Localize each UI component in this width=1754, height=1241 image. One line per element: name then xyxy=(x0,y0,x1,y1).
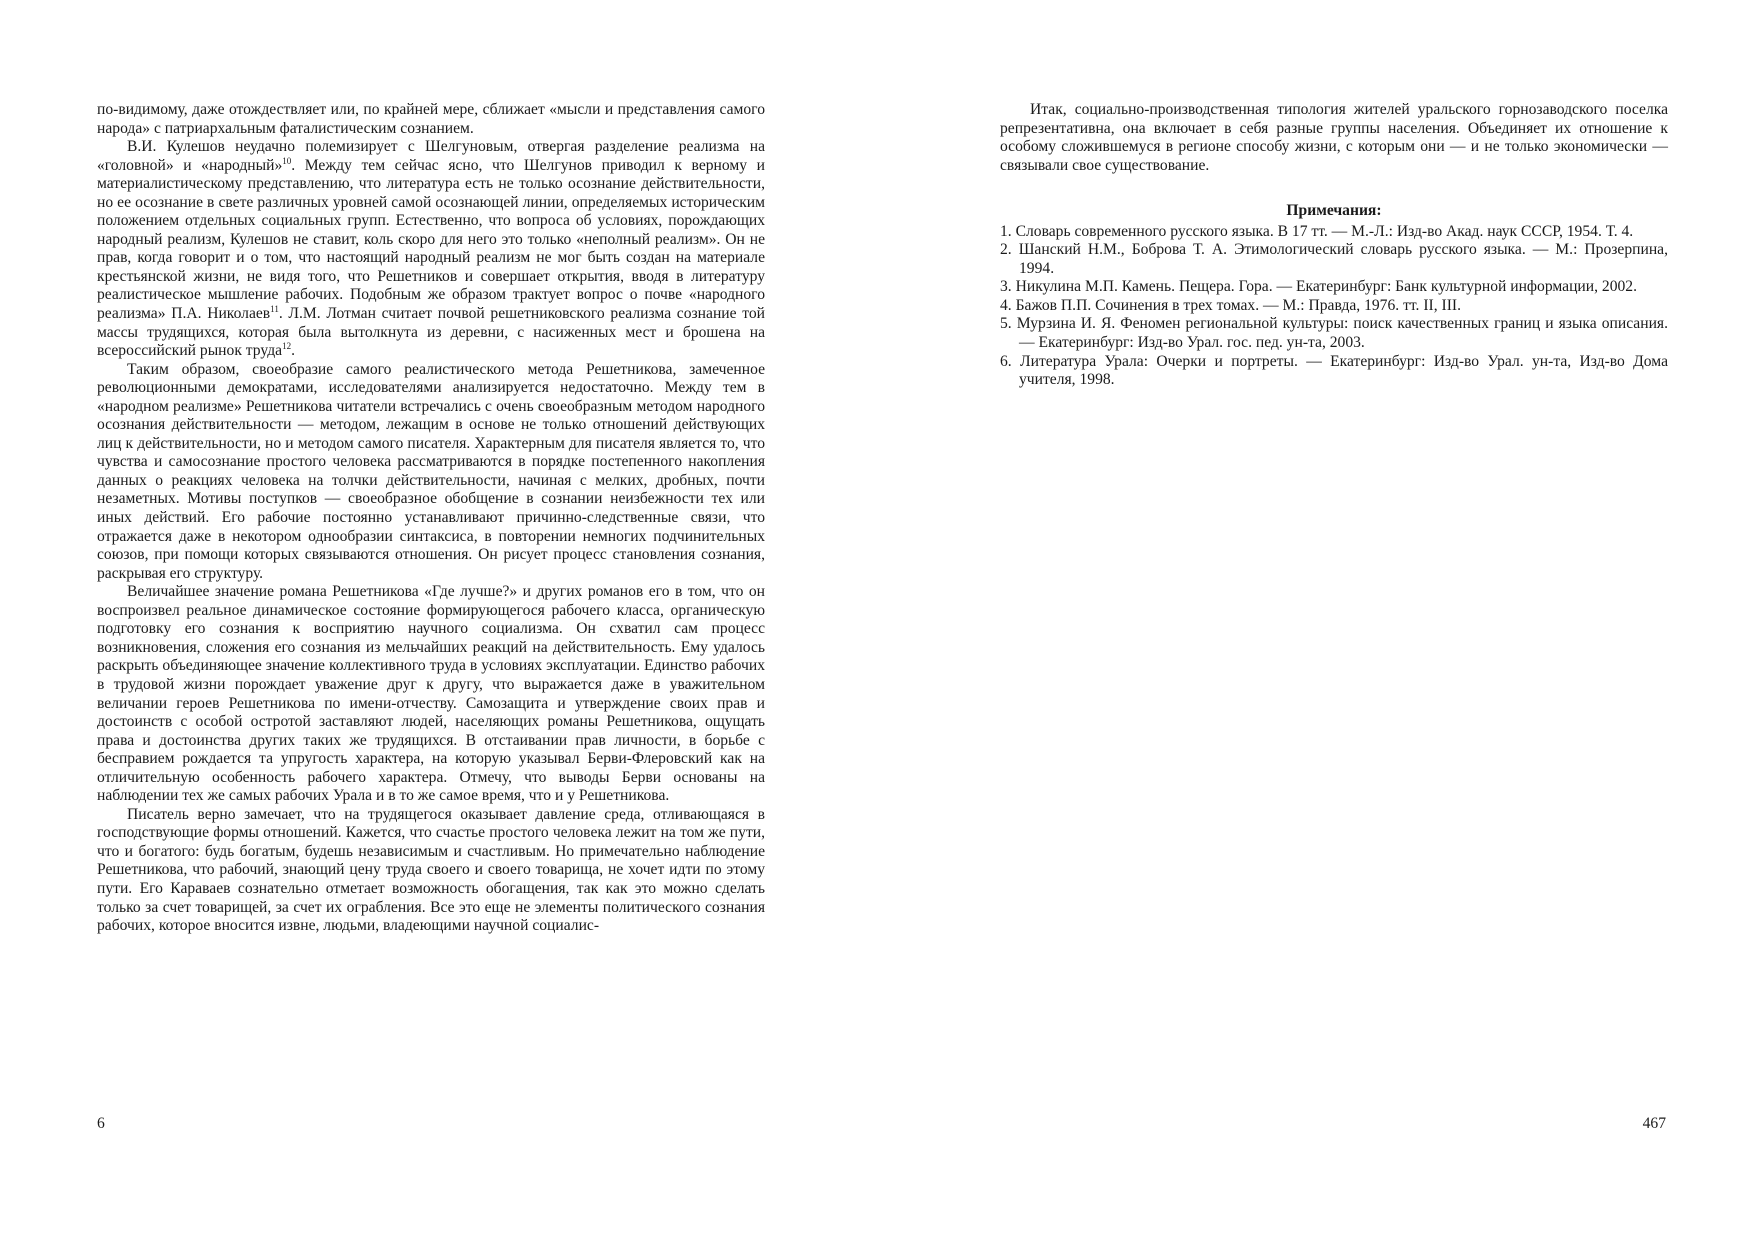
paragraph-text: Таким образом, своеобразие самого реалистического метода Решетникова, замеченное революционными демократами, исследователями анализируется недостаточно. Между тем в «народном реализме» Решетникова читатели встречались с очень своеобразным методом народного осознания действительности — методом, лежащим в основе не только отношений действующих лиц к действительности, но и методом самого писателя. Характерным для писателя является то, что чувства и самосознание простого человека рассматриваются в порядке постепенного накопления данных о реакциях человека на толчки действительности, начиная с мелких, дробных, почти незаметных. Мотивы поступков — своеобразное обобщение в сознании неизбежности тех или иных действий. Его рабочие постоянно устанавливают причинно-следственные связи, что отражается даже в некотором однообразии синтаксиса, в повторении немногих подчинительных союзов, при помощи которых связываются отношения. Он рисует процесс становления сознания, раскрывая его структуру. xyxy=(97,360,765,582)
note-item: 1. Словарь современного русского языка. В 17 тт. — М.-Л.: Изд-во Акад. наук СССР, 1954. Т. 4. xyxy=(1000,222,1634,240)
paragraph-text: . Л.М. Лотман считает почвой решетниковского реализма сознание той массы трудящихся, которая была вытолкнута из деревни, с насиженных мест и брошена на всероссийский рынок труда xyxy=(97,305,765,360)
paragraph-text: Писатель верно замечает, что на трудящегося оказывает давление среда, отливающаяся в господствующие формы отношений. Кажется, что счастье простого человека лежит на том же пути, что и богатого: будь богатым, будешь независимым и счастливым. Но примечательно наблюдение Решетникова, что рабочий, знающий цену труда своего и своего товарища, не хочет идти по этому пути. Его Караваев сознательно отметает возможность обогащения, так как это можно сделать только за счет товарищей, за счет их ограбления. Все это еще не элементы политического сознания рабочих, которое вносится извне, людьми, владеющими научной социалис- xyxy=(97,805,765,935)
intro-paragraph: Итак, социально-производственная типология жителей уральского горнозаводского поселка репрезентативна, она включает в себя разные группы населения. Объединяет их отношение к особому сложившемуся в регионе способу жизни, с которым они — и не только экономически — связывали свое существование. xyxy=(1000,101,1668,174)
paragraph xyxy=(97,583,765,806)
note-item: 2. Шанский Н.М., Боброва Т. А. Этимологический словарь русского языка. — М.: Прозерпина, 1994. xyxy=(1000,241,1668,277)
footnote-ref: 11 xyxy=(270,303,279,314)
notes-list xyxy=(1000,223,1668,390)
page-number: 467 xyxy=(1642,1115,1666,1132)
paragraph xyxy=(97,806,765,936)
page-number: 6 xyxy=(97,1115,105,1132)
footnote-ref: 10 xyxy=(282,155,292,166)
paragraph xyxy=(97,101,765,138)
paragraph xyxy=(97,138,765,361)
left-page-text xyxy=(97,101,765,936)
paragraph-text: Величайшее значение романа Решетникова «Где лучше?» и других романов его в том, что он воспроизвел реальное динамическое состояние формирующегося рабочего класса, органическую подготовку его сознания к восприятию научного социализма. Он схватил сам процесс возникновения, сложения его сознания из мельчайших реакций на действительность. Ему удалось раскрыть объединяющее значение коллективного труда в условиях эксплуатации. Единство рабочих в трудовой жизни порождает уважение друг к другу, что выражается даже в уважительном величании героев Решетникова по имени-отчеству. Самозащита и утверждение своих прав и достоинств с особой остротой заставляют людей, населяющих романы Решетникова, ощущать права и достоинства других таких же трудящихся. В отстаивании прав личности, в борьбе с бесправием рождается та упругость характера, на которую указывал Берви-Флеровский как на отличительную особенность рабочего характера. Отмечу, что выводы Берви основаны на наблюдении тех же самых рабочих Урала и в то же самое время, что и у Решетникова. xyxy=(97,583,765,805)
note-item: 5. Мурзина И. Я. Феномен региональной культуры: поиск качественных границ и языка описания. — Екатеринбург: Изд-во Урал. гос. пед. ун-та, 2003. xyxy=(1000,315,1668,352)
note-item: 6. Литература Урала: Очерки и портреты. — Екатеринбург: Изд-во Урал. ун-та, Изд-во Дома учителя, 1998. xyxy=(1000,352,1668,389)
paragraph-text: по-видимому, даже отождествляет или, по крайней мере, сближает «мысли и представления самого народа» с патриархальным фаталистическим сознанием. xyxy=(97,101,765,137)
right-page-text xyxy=(1000,101,1668,390)
footnote-ref: 12 xyxy=(282,340,292,351)
paragraph-text: . Между тем сейчас ясно, что Шелгунов приводил к верному и материалистическому представлению, что литература есть не только осознание действительности, но ее осознание в свете различных уровней самой осознающей линии, определяемых историческим положением отдельных социальных групп. Естественно, что вопроса об условиях, порождающих народный реализм, Кулешов не ставит, коль скоро для него это только «неполный реализм». Он не прав, когда говорит и о том, что настоящий народный реализм не мог быть создан на материале крестьянской жизни, не видя того, что Решетников и совершает открытия, вводя в литературу реалистическое мышление рабочих. Подобным же образом трактует вопрос о почве «народного реализма» П.А. Николаев xyxy=(97,156,765,323)
right-page xyxy=(877,0,1754,1241)
paragraph-text: . xyxy=(291,342,295,360)
paragraph-text: В.И. Кулешов неудачно полемизирует с Шелгуновым, отвергая разделение реализма на «головной» и «народный» xyxy=(97,138,765,174)
note-item: 3. Никулина М.П. Камень. Пещера. Гора. — Екатеринбург: Банк культурной информации, 2002. xyxy=(1000,278,1637,296)
notes-heading: Примечания: xyxy=(1286,202,1382,220)
paragraph xyxy=(97,361,765,584)
note-item: 4. Бажов П.П. Сочинения в трех томах. — М.: Правда, 1976. тт. II, III. xyxy=(1000,296,1461,314)
